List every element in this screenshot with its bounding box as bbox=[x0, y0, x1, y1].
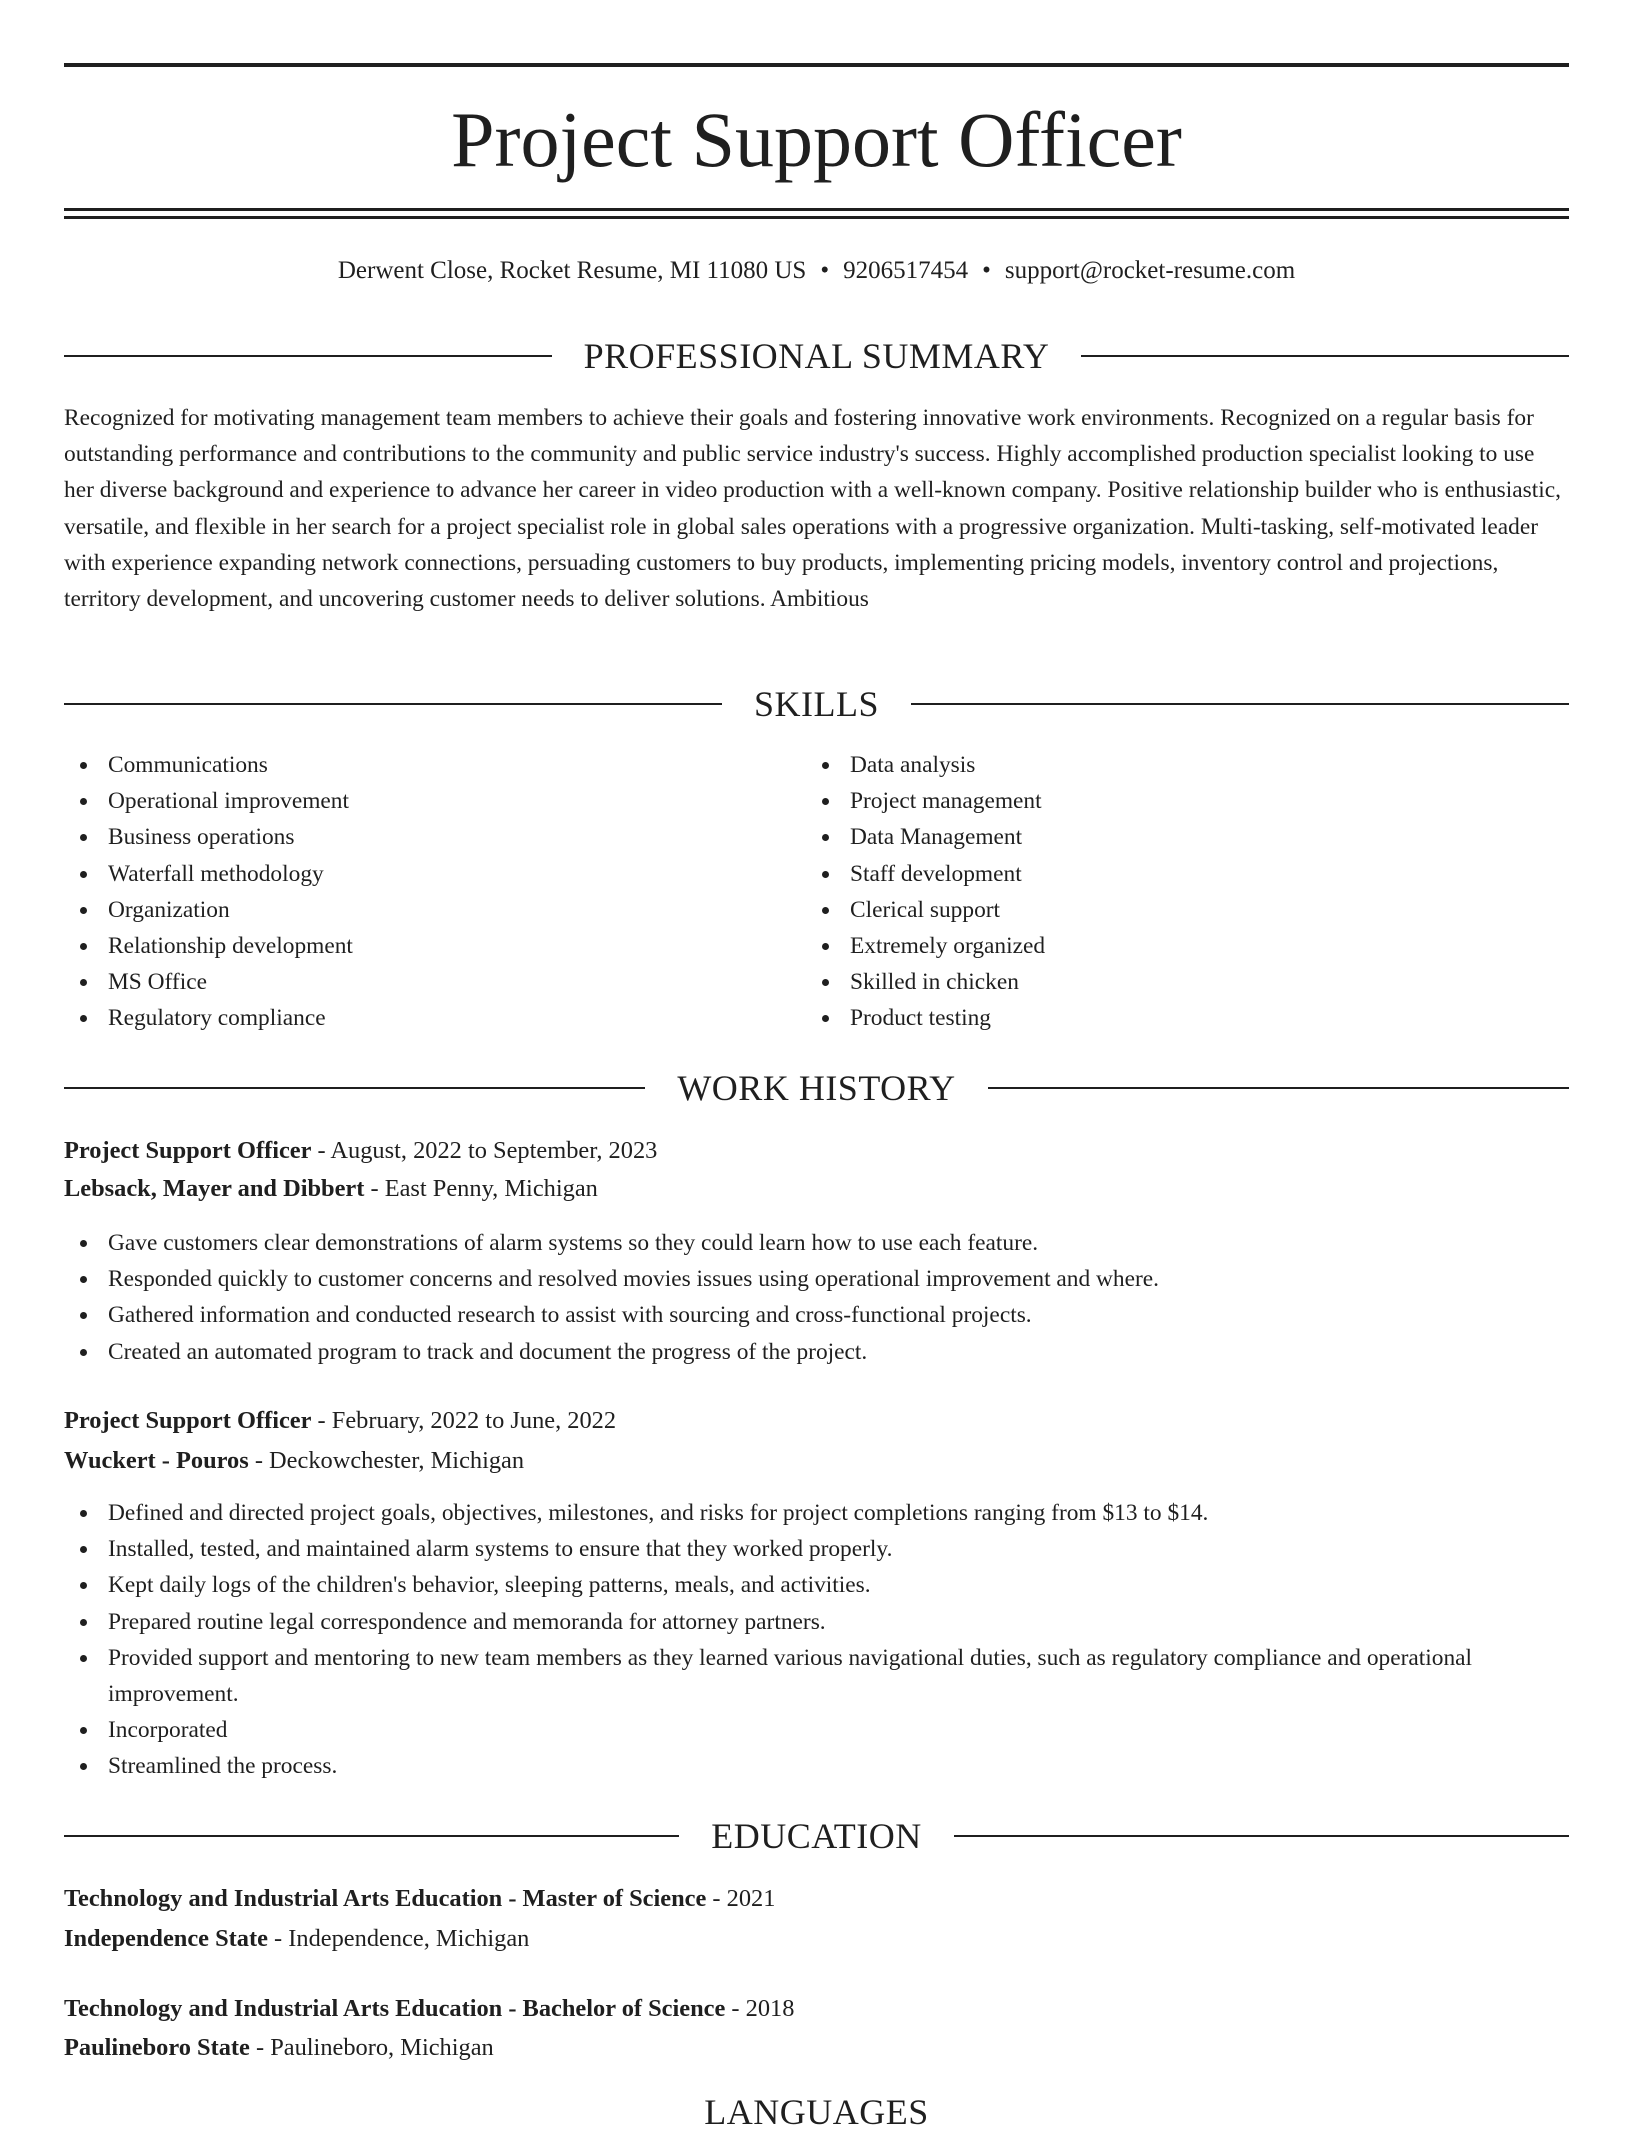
work-heading-text: WORK HISTORY bbox=[677, 1068, 956, 1108]
job-dates: - February, 2022 to June, 2022 bbox=[311, 1407, 617, 1434]
languages-heading-text: LANGUAGES bbox=[704, 2092, 929, 2132]
job-company: Lebsack, Mayer and Dibbert bbox=[64, 1175, 365, 1202]
skill-item: Operational improvement bbox=[64, 783, 764, 819]
skill-item: Organization bbox=[64, 892, 764, 928]
education-school: Independence State bbox=[64, 1925, 268, 1952]
heading-rule-right bbox=[988, 1087, 1569, 1089]
job-bullet: Kept daily logs of the children's behavior, sleeping patterns, meals, and activities. bbox=[64, 1567, 1569, 1603]
heading-rule-left bbox=[64, 1835, 679, 1837]
job-title: Project Support Officer bbox=[64, 1137, 312, 1164]
skill-item: Extremely organized bbox=[806, 928, 1506, 964]
work-section-heading bbox=[64, 1066, 1569, 1110]
education-school-line bbox=[64, 1921, 1569, 1957]
contact-address: Derwent Close, Rocket Resume, MI 11080 US bbox=[337, 257, 807, 284]
heading-rule-left bbox=[64, 1087, 645, 1089]
education-degree-line bbox=[64, 1991, 1569, 2027]
skills-list-right bbox=[806, 747, 1506, 1037]
contact-phone: 9206517454 bbox=[843, 257, 969, 284]
job-title-line bbox=[64, 1403, 1569, 1439]
job-bullets bbox=[64, 1225, 1569, 1370]
education-year: - 2018 bbox=[725, 1995, 795, 2022]
contact-line bbox=[64, 254, 1569, 288]
skill-item: Data Management bbox=[806, 819, 1506, 855]
heading-rule-right bbox=[911, 703, 1569, 705]
skill-item: Product testing bbox=[806, 1000, 1506, 1036]
skill-item: Regulatory compliance bbox=[64, 1000, 764, 1036]
job-bullets bbox=[64, 1495, 1569, 1785]
skill-item: Waterfall methodology bbox=[64, 856, 764, 892]
education-degree-line bbox=[64, 1881, 1569, 1917]
heading-rule-left bbox=[64, 355, 552, 357]
header-bottom-rule-2 bbox=[64, 216, 1569, 219]
job-dates: - August, 2022 to September, 2023 bbox=[311, 1137, 658, 1164]
skills-section-heading bbox=[64, 682, 1569, 726]
summary-heading-text: PROFESSIONAL SUMMARY bbox=[583, 336, 1050, 376]
job-bullet: Installed, tested, and maintained alarm systems to ensure that they worked properly. bbox=[64, 1531, 1569, 1567]
contact-separator: • bbox=[820, 257, 830, 284]
job-company-line bbox=[64, 1171, 1569, 1207]
job-bullet: Streamlined the process. bbox=[64, 1748, 1569, 1784]
resume-title: Project Support Officer bbox=[451, 96, 1182, 183]
job-location: - Deckowchester, Michigan bbox=[248, 1447, 525, 1474]
languages-section-heading bbox=[64, 2090, 1569, 2134]
skill-item: Relationship development bbox=[64, 928, 764, 964]
skill-item: Project management bbox=[806, 783, 1506, 819]
header-bottom-rule bbox=[64, 208, 1569, 211]
contact-separator: • bbox=[982, 257, 991, 284]
education-year: - 2021 bbox=[706, 1885, 776, 1912]
heading-rule-right bbox=[954, 1835, 1569, 1837]
job-company-line bbox=[64, 1443, 1569, 1479]
job-company: Wuckert - Pouros bbox=[64, 1447, 249, 1474]
education-school: Paulineboro State bbox=[64, 2034, 250, 2061]
education-school-line bbox=[64, 2030, 1569, 2066]
summary-section-heading bbox=[64, 334, 1569, 378]
job-bullet: Provided support and mentoring to new team members as they learned various navigational duties, such as regulatory compliance and operational improvement. bbox=[64, 1640, 1569, 1712]
job-bullet: Incorporated bbox=[64, 1712, 1569, 1748]
job-location: - East Penny, Michigan bbox=[364, 1175, 598, 1202]
skill-item: Data analysis bbox=[806, 747, 1506, 783]
job-title-line bbox=[64, 1133, 1569, 1169]
skill-item: MS Office bbox=[64, 964, 764, 1000]
job-bullet: Gathered information and conducted research to assist with sourcing and cross-functional projects. bbox=[64, 1297, 1569, 1333]
skills-list-left bbox=[64, 747, 764, 1037]
education-section-heading bbox=[64, 1814, 1569, 1858]
education-location: - Independence, Michigan bbox=[267, 1925, 530, 1952]
skill-item: Business operations bbox=[64, 819, 764, 855]
header-top-rule bbox=[64, 63, 1569, 67]
heading-rule-right bbox=[1081, 355, 1569, 357]
education-degree: Technology and Industrial Arts Education - Master of Science bbox=[64, 1885, 707, 1912]
job-title: Project Support Officer bbox=[64, 1407, 312, 1434]
skill-item: Communications bbox=[64, 747, 764, 783]
skill-item: Skilled in chicken bbox=[806, 964, 1506, 1000]
job-bullet: Prepared routine legal correspondence and memoranda for attorney partners. bbox=[64, 1604, 1569, 1640]
contact-email: support@rocket-resume.com bbox=[1004, 257, 1296, 284]
skill-item: Staff development bbox=[806, 856, 1506, 892]
summary-paragraph: Recognized for motivating management team members to achieve their goals and fostering innovative work environments. Recognized on a regular basis for outstanding performance and contributions to the community and public service industry's success. Highly accomplished production specialist looking to use her diverse background and experience to advance her career in video production with a well-known company. Positive relationship builder who is enthusiastic, versatile, and flexible in her search for a project specialist role in global sales operations with a progressive organization. Multi-tasking, self-motivated leader with experience expanding network connections, persuading customers to buy products, implementing pricing models, inventory control and projections, territory development, and uncovering customer needs to deliver solutions. Ambitious bbox=[64, 405, 1561, 613]
heading-rule-left bbox=[64, 703, 722, 705]
skills-heading-text: SKILLS bbox=[754, 684, 880, 724]
education-heading-text: EDUCATION bbox=[711, 1816, 922, 1856]
job-bullet: Defined and directed project goals, objectives, milestones, and risks for project completions ranging from $13 to $14. bbox=[64, 1495, 1569, 1531]
education-degree: Technology and Industrial Arts Education - Bachelor of Science bbox=[64, 1995, 726, 2022]
job-bullet: Gave customers clear demonstrations of alarm systems so they could learn how to use each feature. bbox=[64, 1225, 1569, 1261]
job-bullet: Responded quickly to customer concerns and resolved movies issues using operational improvement and where. bbox=[64, 1261, 1569, 1297]
education-location: - Paulineboro, Michigan bbox=[249, 2034, 494, 2061]
job-bullet: Created an automated program to track and document the progress of the project. bbox=[64, 1334, 1569, 1370]
skill-item: Clerical support bbox=[806, 892, 1506, 928]
